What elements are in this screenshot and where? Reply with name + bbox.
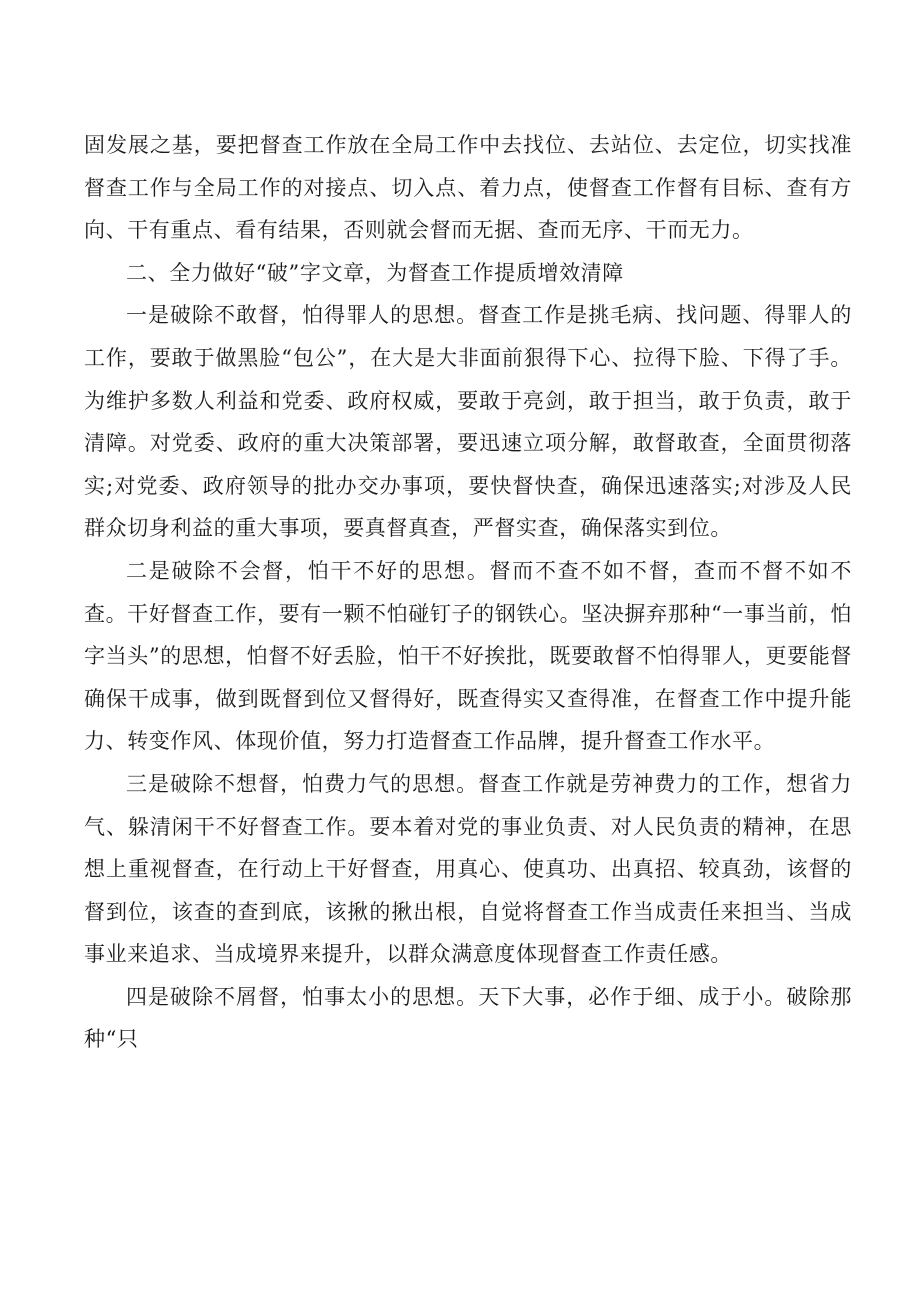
paragraph-point-one: 一是破除不敢督，怕得罪人的思想。督查工作是挑毛病、找问题、得罪人的工作，要敢于做黑脸“包公”，在大是大非面前狠得下心、拉得下脸、下得了手。为维护多数人利益和党委、政府权威，要敢于亮剑，敢于担当，敢于负责，敢于清障。对党委、政府的重大决策部署，要迅速立项分解，敢督敢查，全面贯彻落实;对党委、政府领导的批办交办事项，要快督快查，确保迅速落实;对涉及人民群众切身利益的重大事项，要真督真查，严督实查，确保落实到位。 [84,303,852,541]
paragraph-point-three: 三是破除不想督，怕费力气的思想。督查工作就是劳神费力的工作，想省力气、躲清闲干不好督查工作。要本着对党的事业负责、对人民负责的精神，在思想上重视督查，在行动上干好督查，用真心、使真功、出真招、较真劲，该督的督到位，该查的查到底，该揪的揪出根，自觉将督查工作当成责任来担当、当成事业来追求、当成境界来提升，以群众满意度体现督查工作责任感。 [84,771,852,967]
paragraph-point-two: 二是破除不会督，怕干不好的思想。督而不查不如不督，查而不督不如不查。干好督查工作，要有一颗不怕碰钉子的钢铁心。坚决摒弃那种“一事当前，怕字当头”的思想，怕督不好丢脸，怕干不好挨批，既要敢督不怕得罪人，更要能督确保干成事，做到既督到位又督得好，既查得实又查得准，在督查工作中提升能力、转变作风、体现价值，努力打造督查工作品牌，提升督查工作水平。 [84,558,852,754]
section-heading: 二、全力做好“破”字文章，为督查工作提质增效清障 [126,260,624,285]
paragraph-point-four: 四是破除不屑督，怕事太小的思想。天下大事，必作于细、成于小。破除那种“只 [84,984,852,1052]
paragraph-continuation: 固发展之基，要把督查工作放在全局工作中去找位、去站位、去定位，切实找准督查工作与全局工作的对接点、切入点、着力点，使督查工作督有目标、查有方向、干有重点、看有结果，否则就会督而无据、查而无序、干而无力。 [84,133,852,243]
document-body [84,124,852,1061]
